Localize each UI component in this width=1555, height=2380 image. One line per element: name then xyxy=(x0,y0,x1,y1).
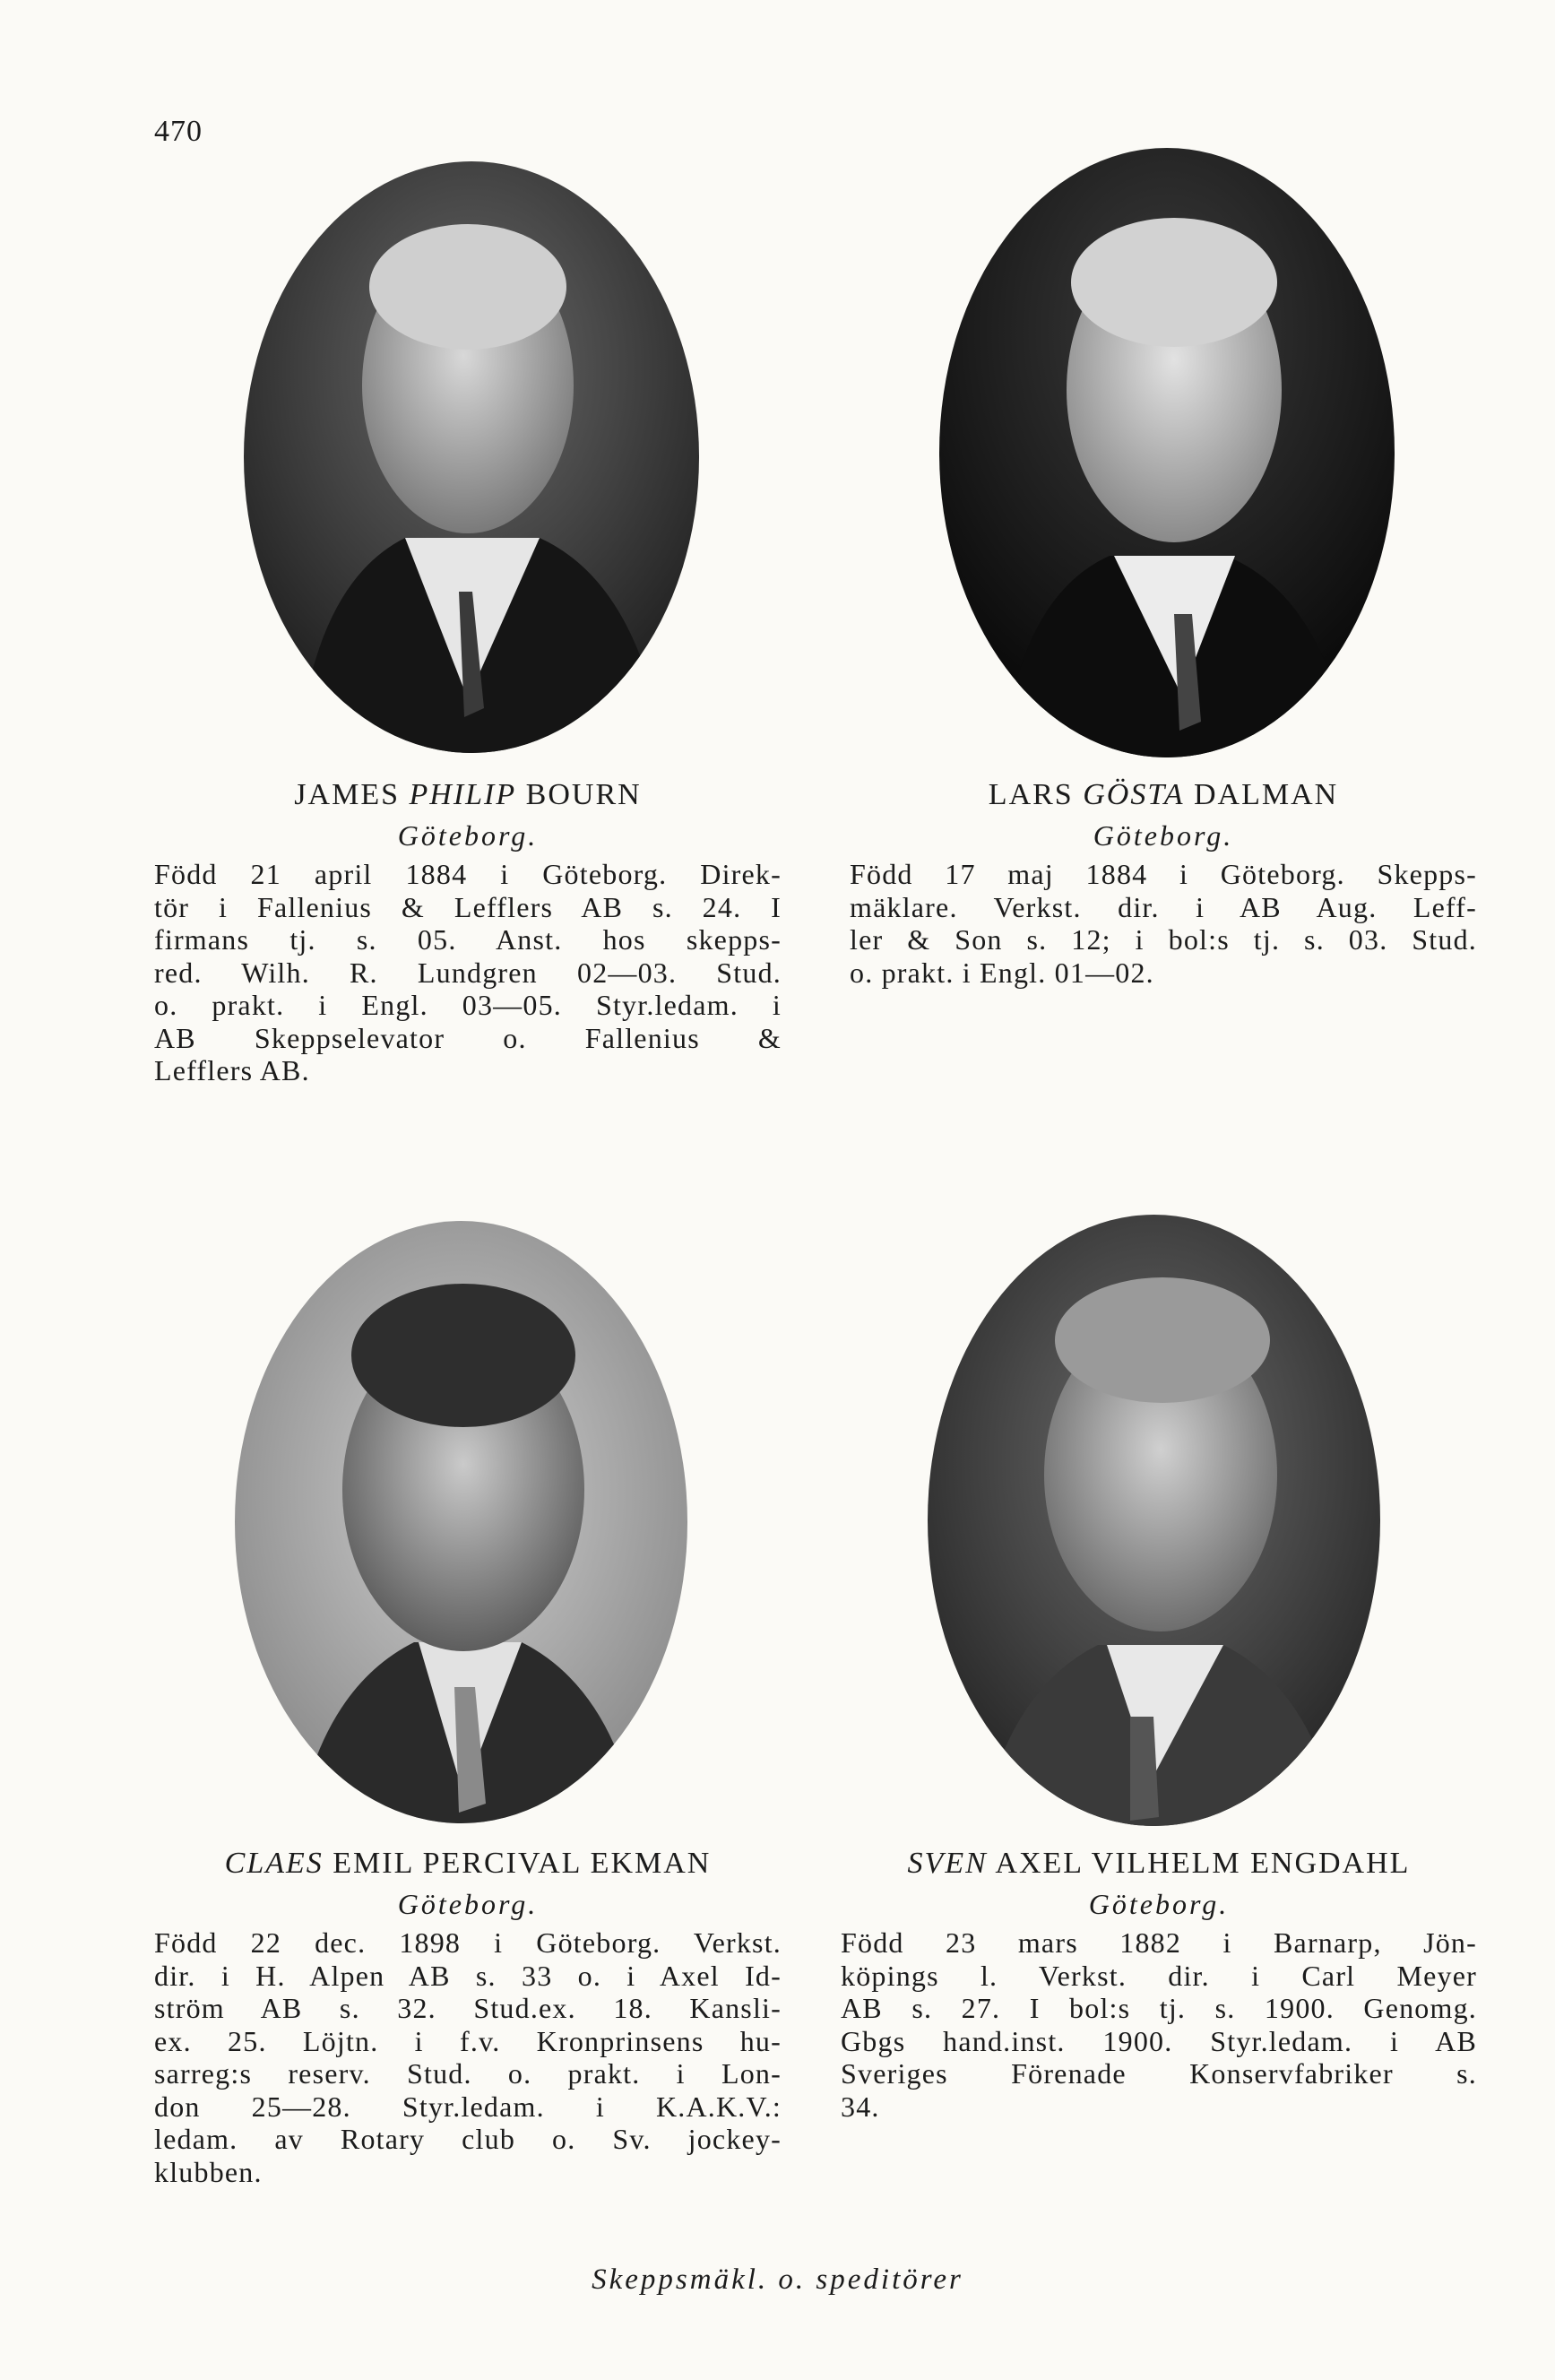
bio-line: mäklare. Verkst. dir. i AB Aug. Leff- xyxy=(850,890,1477,923)
city: Göteborg. xyxy=(397,819,539,852)
person-name xyxy=(154,778,782,812)
name-part: EMIL PERCIVAL EKMAN xyxy=(323,1847,712,1880)
portrait-ekman-image xyxy=(235,1221,687,1823)
portrait-bourn-image xyxy=(244,161,699,753)
bio-line: Lefflers AB. xyxy=(154,1054,310,1086)
bio-line: dir. i H. Alpen AB s. 33 o. i Axel Id- xyxy=(154,1959,782,1992)
bio-line: Född 21 april 1884 i Göteborg. Direk- xyxy=(154,858,782,890)
portrait-photo-ekman xyxy=(235,1221,687,1823)
page-footer: Skeppsmäkl. o. speditörer xyxy=(592,2263,963,2296)
biography xyxy=(841,1926,1477,2123)
bio-line: Född 23 mars 1882 i Barnarp, Jön- xyxy=(841,1926,1477,1959)
entry-engdahl xyxy=(841,1847,1477,2123)
city: Göteborg. xyxy=(397,1888,539,1920)
bio-line: köpings l. Verkst. dir. i Carl Meyer xyxy=(841,1959,1477,1992)
name-part: BOURN xyxy=(516,778,642,811)
entry-ekman xyxy=(154,1847,782,2188)
portrait-dalman-image xyxy=(939,148,1395,757)
city: Göteborg. xyxy=(1093,819,1234,852)
biography xyxy=(154,858,782,1087)
portrait-photo-engdahl xyxy=(928,1215,1380,1826)
bio-line: ex. 25. Löjtn. i f.v. Kronprinsens hu- xyxy=(154,2024,782,2057)
bio-line: Sveriges Förenade Konservfabriker s. xyxy=(841,2057,1477,2090)
bio-line: Född 17 maj 1884 i Göteborg. Skepps- xyxy=(850,858,1477,890)
bio-line: ström AB s. 32. Stud.ex. 18. Kansli- xyxy=(154,1992,782,2024)
bio-line: AB Skeppselevator o. Fallenius & xyxy=(154,1021,782,1054)
bio-line: ler & Son s. 12; i bol:s tj. s. 03. Stud. xyxy=(850,923,1477,956)
person-name xyxy=(154,1847,782,1881)
bio-line: 34. xyxy=(841,2090,880,2123)
entry-bourn xyxy=(154,778,782,1087)
name-part: AXEL VILHELM ENGDAHL xyxy=(987,1847,1411,1880)
bio-line: o. prakt. i Engl. 03—05. Styr.ledam. i xyxy=(154,989,782,1021)
city: Göteborg. xyxy=(1088,1888,1230,1920)
bio-line: klubben. xyxy=(154,2155,263,2188)
name-part: DALMAN xyxy=(1184,778,1339,811)
name-italic-part: CLAES xyxy=(224,1847,324,1880)
biography xyxy=(154,1926,782,2188)
name-italic-part: SVEN xyxy=(907,1847,988,1880)
bio-line: red. Wilh. R. Lundgren 02—03. Stud. xyxy=(154,956,782,989)
entry-dalman xyxy=(850,778,1477,989)
name-italic-part: PHILIP xyxy=(409,778,517,811)
bio-line: sarreg:s reserv. Stud. o. prakt. i Lon- xyxy=(154,2057,782,2090)
person-name xyxy=(841,1847,1477,1881)
bio-line: AB s. 27. I bol:s tj. s. 1900. Genomg. xyxy=(841,1992,1477,2024)
bio-line: firmans tj. s. 05. Anst. hos skepps- xyxy=(154,923,782,956)
bio-line: don 25—28. Styr.ledam. i K.A.K.V.: xyxy=(154,2090,782,2123)
biography xyxy=(850,858,1477,989)
name-part: LARS xyxy=(988,778,1084,811)
bio-line: ledam. av Rotary club o. Sv. jockey- xyxy=(154,2123,782,2155)
bio-line: Född 22 dec. 1898 i Göteborg. Verkst. xyxy=(154,1926,782,1959)
portrait-photo-bourn xyxy=(244,161,699,753)
page-number: 470 xyxy=(154,115,203,148)
portrait-engdahl-image xyxy=(928,1215,1380,1826)
person-name xyxy=(850,778,1477,812)
portrait-photo-dalman xyxy=(939,148,1395,757)
name-italic-part: GÖSTA xyxy=(1083,778,1185,811)
bio-line: tör i Fallenius & Lefflers AB s. 24. I xyxy=(154,890,782,923)
name-part: JAMES xyxy=(294,778,410,811)
bio-line: o. prakt. i Engl. 01—02. xyxy=(850,956,1154,989)
bio-line: Gbgs hand.inst. 1900. Styr.ledam. i AB xyxy=(841,2024,1477,2057)
